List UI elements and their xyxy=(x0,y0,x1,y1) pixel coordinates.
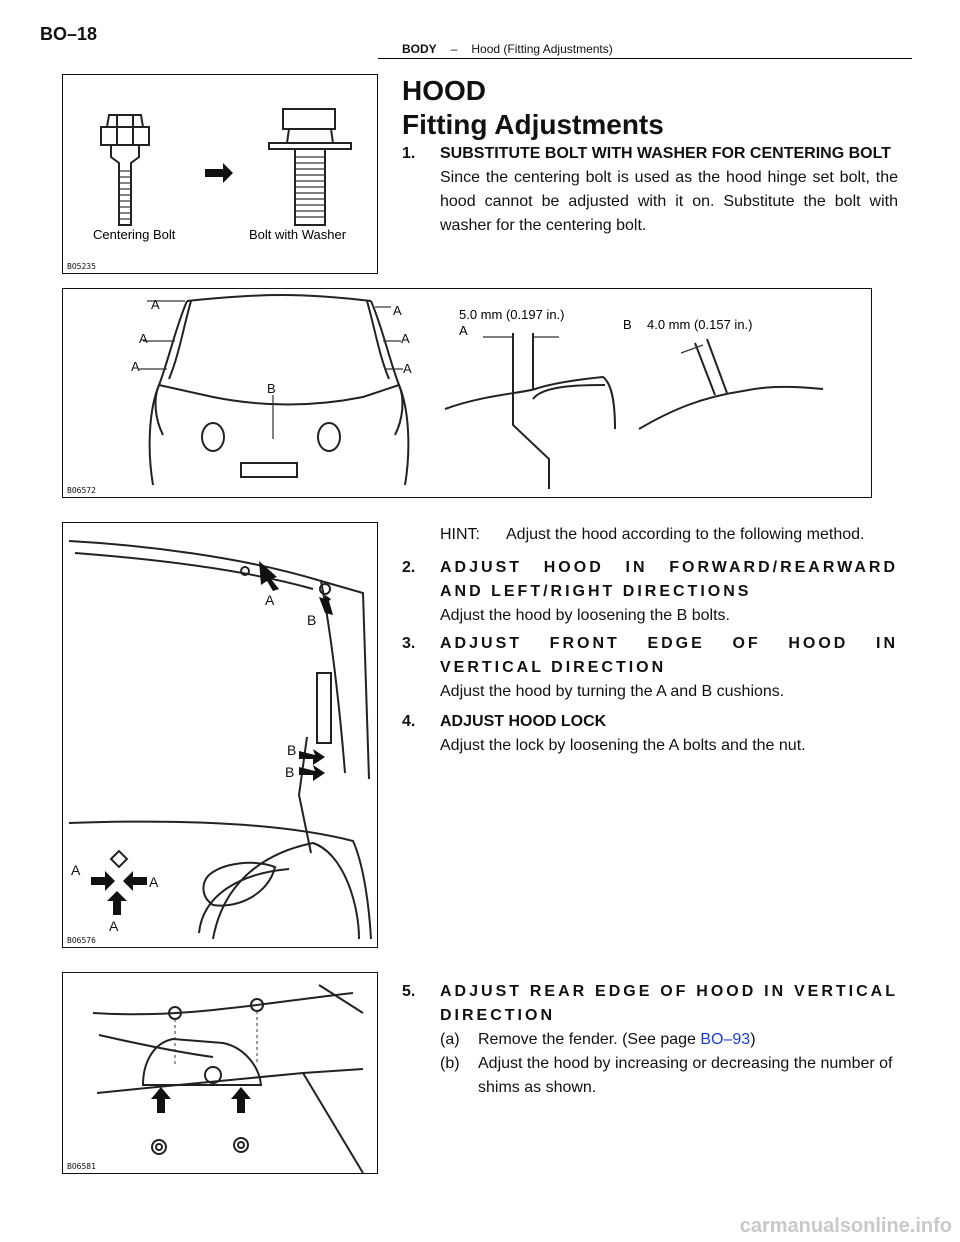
substep-label: (a) xyxy=(440,1031,460,1048)
figure-id: BO6576 xyxy=(67,936,96,945)
step-heading: ADJUST REAR EDGE OF HOOD IN VERTICAL DIRECTION xyxy=(440,983,898,1024)
step-number: 2. xyxy=(402,559,416,576)
arrow-up-icon xyxy=(231,1087,251,1113)
dimension-a: 5.0 mm (0.197 in.) xyxy=(459,307,565,322)
label-a: A xyxy=(459,323,468,338)
arrow-icon xyxy=(259,561,279,591)
label-a: A xyxy=(401,331,410,346)
hood-shims-illustration xyxy=(63,973,377,1173)
figure-hood-clearance xyxy=(62,288,872,498)
section-topic: Hood (Fitting Adjustments) xyxy=(471,42,613,56)
figure-id: BO5235 xyxy=(67,262,96,271)
watermark: carmanualsonline.info xyxy=(739,1215,952,1237)
section-name: BODY xyxy=(402,42,437,56)
label-a: A xyxy=(109,918,119,934)
header-rule xyxy=(378,58,912,59)
arrow-up-icon xyxy=(151,1087,171,1113)
step-number: 5. xyxy=(402,983,416,1000)
label-b: B xyxy=(267,381,276,396)
step-body: Adjust the hood by loosening the B bolts. xyxy=(440,607,730,624)
hint xyxy=(440,526,864,544)
label-a: A xyxy=(151,297,160,312)
figure-hood-open xyxy=(62,522,378,948)
label-a: A xyxy=(265,592,275,608)
label-a: A xyxy=(71,862,81,878)
step-1 xyxy=(402,142,898,238)
step-number: 4. xyxy=(402,713,416,730)
figure-centering-bolt xyxy=(62,74,378,274)
step-heading: ADJUST HOOD IN FORWARD/REARWARD AND LEFT/RIGHT DIRECTIONS xyxy=(440,559,898,600)
label-a: A xyxy=(139,331,148,346)
centering-bolt-label: Centering Bolt xyxy=(93,227,176,242)
bolt-illustration xyxy=(63,75,377,273)
step-5 xyxy=(402,980,898,1100)
hint-label: HINT: xyxy=(440,526,480,543)
page-number: BO–18 xyxy=(40,24,98,44)
arrow-icon xyxy=(319,595,333,615)
step-number: 3. xyxy=(402,635,416,652)
step-body: Adjust the hood by turning the A and B cushions. xyxy=(440,683,785,700)
label-b: B xyxy=(623,317,632,332)
substep-text: Remove the fender. (See page xyxy=(478,1031,701,1048)
label-a: A xyxy=(393,303,402,318)
step-body: Adjust the lock by loosening the A bolts and the nut. xyxy=(440,737,806,754)
header-separator: – xyxy=(450,42,458,56)
figure-id: BO6581 xyxy=(67,1162,96,1171)
page-link-bo93[interactable]: BO–93 xyxy=(700,1031,751,1048)
step-2 xyxy=(402,556,898,628)
step-4 xyxy=(402,710,898,758)
hint-text: Adjust the hood according to the following method. xyxy=(506,526,865,543)
figure-id: BO6572 xyxy=(67,486,96,495)
arrow-right-icon xyxy=(205,163,233,183)
label-b: B xyxy=(287,742,297,758)
label-a: A xyxy=(149,874,159,890)
bolt-with-washer-label: Bolt with Washer xyxy=(249,227,347,242)
substep-text-end: ) xyxy=(750,1031,756,1048)
hood-clearance-illustration xyxy=(63,289,871,497)
substep-a xyxy=(402,1028,898,1052)
step-heading: SUBSTITUTE BOLT WITH WASHER FOR CENTERING BOLT xyxy=(440,145,891,162)
label-a: A xyxy=(403,361,412,376)
substep-text: Adjust the hood by increasing or decreasing the number of shims as shown. xyxy=(478,1055,893,1096)
substep-b xyxy=(402,1052,898,1100)
step-3 xyxy=(402,632,898,704)
step-number: 1. xyxy=(402,145,416,162)
label-b: B xyxy=(307,612,317,628)
page-subtitle: Fitting Adjustments xyxy=(402,109,664,140)
arrow-icon xyxy=(107,891,127,915)
arrow-icon xyxy=(123,871,147,891)
hood-open-illustration xyxy=(63,523,377,947)
substep-label: (b) xyxy=(440,1055,460,1072)
running-header xyxy=(402,42,613,56)
step-heading: ADJUST FRONT EDGE OF HOOD IN VERTICAL DIRECTION xyxy=(440,635,898,676)
arrow-icon xyxy=(91,871,115,891)
step-body: Since the centering bolt is used as the hood hinge set bolt, the hood cannot be adjusted with it on. Substitute the bolt with washer for the centering bolt. xyxy=(440,169,898,234)
label-a: A xyxy=(131,359,140,374)
label-b: B xyxy=(285,764,295,780)
page-title: HOOD xyxy=(402,75,486,106)
step-heading: ADJUST HOOD LOCK xyxy=(440,713,607,730)
figure-hood-shims xyxy=(62,972,378,1174)
dimension-b: 4.0 mm (0.157 in.) xyxy=(647,317,753,332)
